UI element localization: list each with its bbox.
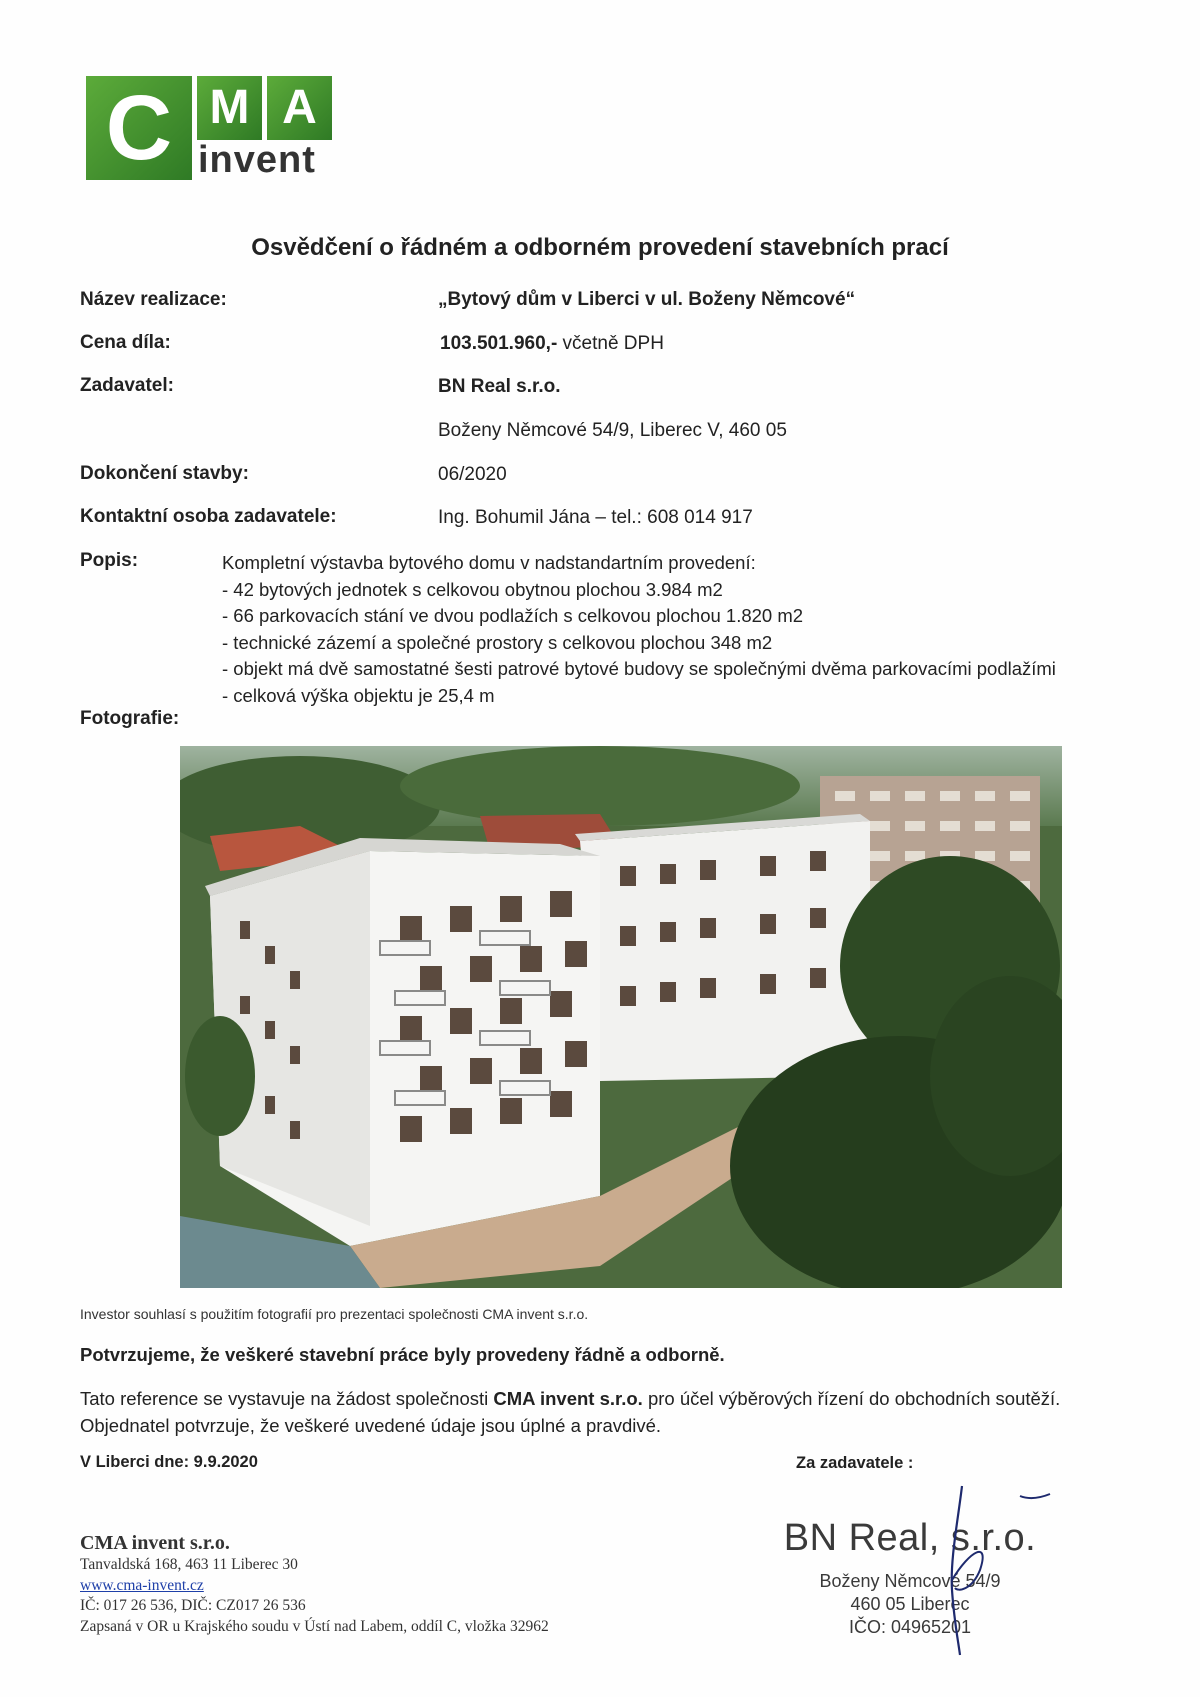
reference-part1: Tato reference se vystavuje na žádost společnosti	[80, 1388, 494, 1409]
reference-paragraph	[80, 1385, 1140, 1439]
stamp-ico: IČO: 04965201	[848, 1617, 972, 1637]
stamp-company-name: BN Real, s.r.o.	[783, 1517, 1037, 1559]
nazev-value: „Bytový dům v Liberci v ul. Boženy Němcové“	[438, 289, 856, 310]
dokonceni-value: 06/2020	[438, 464, 507, 485]
handwritten-signature	[900, 1480, 1060, 1660]
company-website-link[interactable]: www.cma-invent.cz	[80, 1576, 204, 1594]
company-ids: IČ: 017 26 536, DIČ: CZ017 26 536	[80, 1597, 306, 1614]
logo-a-letter: A	[267, 76, 332, 140]
popis-item: - 42 bytových jednotek s celkovou obytnou plochou 3.984 m2	[222, 578, 723, 600]
stamp-city: 460 05 Liberec	[850, 1594, 970, 1614]
kontakt-value: Ing. Bohumil Jána – tel.: 608 014 917	[438, 507, 753, 528]
issue-date: V Liberci dne: 9.9.2020	[80, 1453, 258, 1471]
nazev-label: Název realizace:	[80, 289, 227, 310]
popis-intro: Kompletní výstavba bytového domu v nadstandartním provedení:	[222, 552, 756, 573]
za-zadavatele-label: Za zadavatele :	[796, 1454, 914, 1472]
popis-text	[222, 550, 1056, 709]
company-registry: Zapsaná v OR u Krajského soudu v Ústí nad Labem, oddíl C, vložka 32962	[80, 1617, 549, 1635]
company-logo	[86, 76, 336, 181]
popis-item: - objekt má dvě samostatné šesti patrové bytové budovy se společnými dvěma parkovacími podlažími	[222, 658, 1056, 679]
popis-item: - 66 parkovacích stání ve dvou podlažích s celkovou plochou 1.820 m2	[222, 605, 804, 626]
reference-company: CMA invent s.r.o.	[493, 1388, 643, 1409]
photo-consent-note: Investor souhlasí s použitím fotografií pro prezentaci společnosti CMA invent s.r.o.	[80, 1306, 589, 1322]
cena-value	[440, 333, 664, 355]
kontakt-label: Kontaktní osoba zadavatele:	[80, 506, 337, 527]
cena-label: Cena díla:	[80, 332, 171, 353]
document-title: Osvědčení o řádném a odborném provedení stavebních prací	[251, 234, 949, 261]
company-footer	[80, 1532, 549, 1637]
logo-m-letter: M	[197, 76, 262, 140]
logo-c-letter: C	[105, 77, 173, 179]
fotografie-label: Fotografie:	[80, 708, 180, 729]
building-photo	[180, 746, 1062, 1288]
zadavatel-value: BN Real s.r.o.	[438, 376, 561, 397]
logo-word: invent	[198, 139, 316, 181]
popis-item: - celková výška objektu je 25,4 m	[222, 684, 495, 706]
reference-part2: pro účel výběrových řízení do obchodních soutěží. Objednatel potvrzuje, že veškeré uvedené údaje jsou úplné a pravdivé.	[80, 1388, 1061, 1436]
dokonceni-label: Dokončení stavby:	[80, 463, 249, 484]
company-address: Tanvaldská 168, 463 11 Liberec 30	[80, 1556, 298, 1573]
cena-suffix: včetně DPH	[557, 333, 664, 354]
popis-item: - technické zázemí a společné prostory s celkovou plochou 348 m2	[222, 631, 773, 653]
popis-label: Popis:	[80, 550, 139, 571]
cena-amount: 103.501.960,-	[440, 333, 558, 354]
zadavatel-address: Boženy Němcové 54/9, Liberec V, 460 05	[438, 420, 787, 441]
company-name: CMA invent s.r.o.	[80, 1532, 230, 1554]
zadavatel-label: Zadavatel:	[80, 375, 174, 396]
confirmation-statement: Potvrzujeme, že veškeré stavební práce byly provedeny řádně a odborně.	[80, 1344, 725, 1365]
stamp-street: Boženy Němcové 54/9	[819, 1571, 1001, 1591]
